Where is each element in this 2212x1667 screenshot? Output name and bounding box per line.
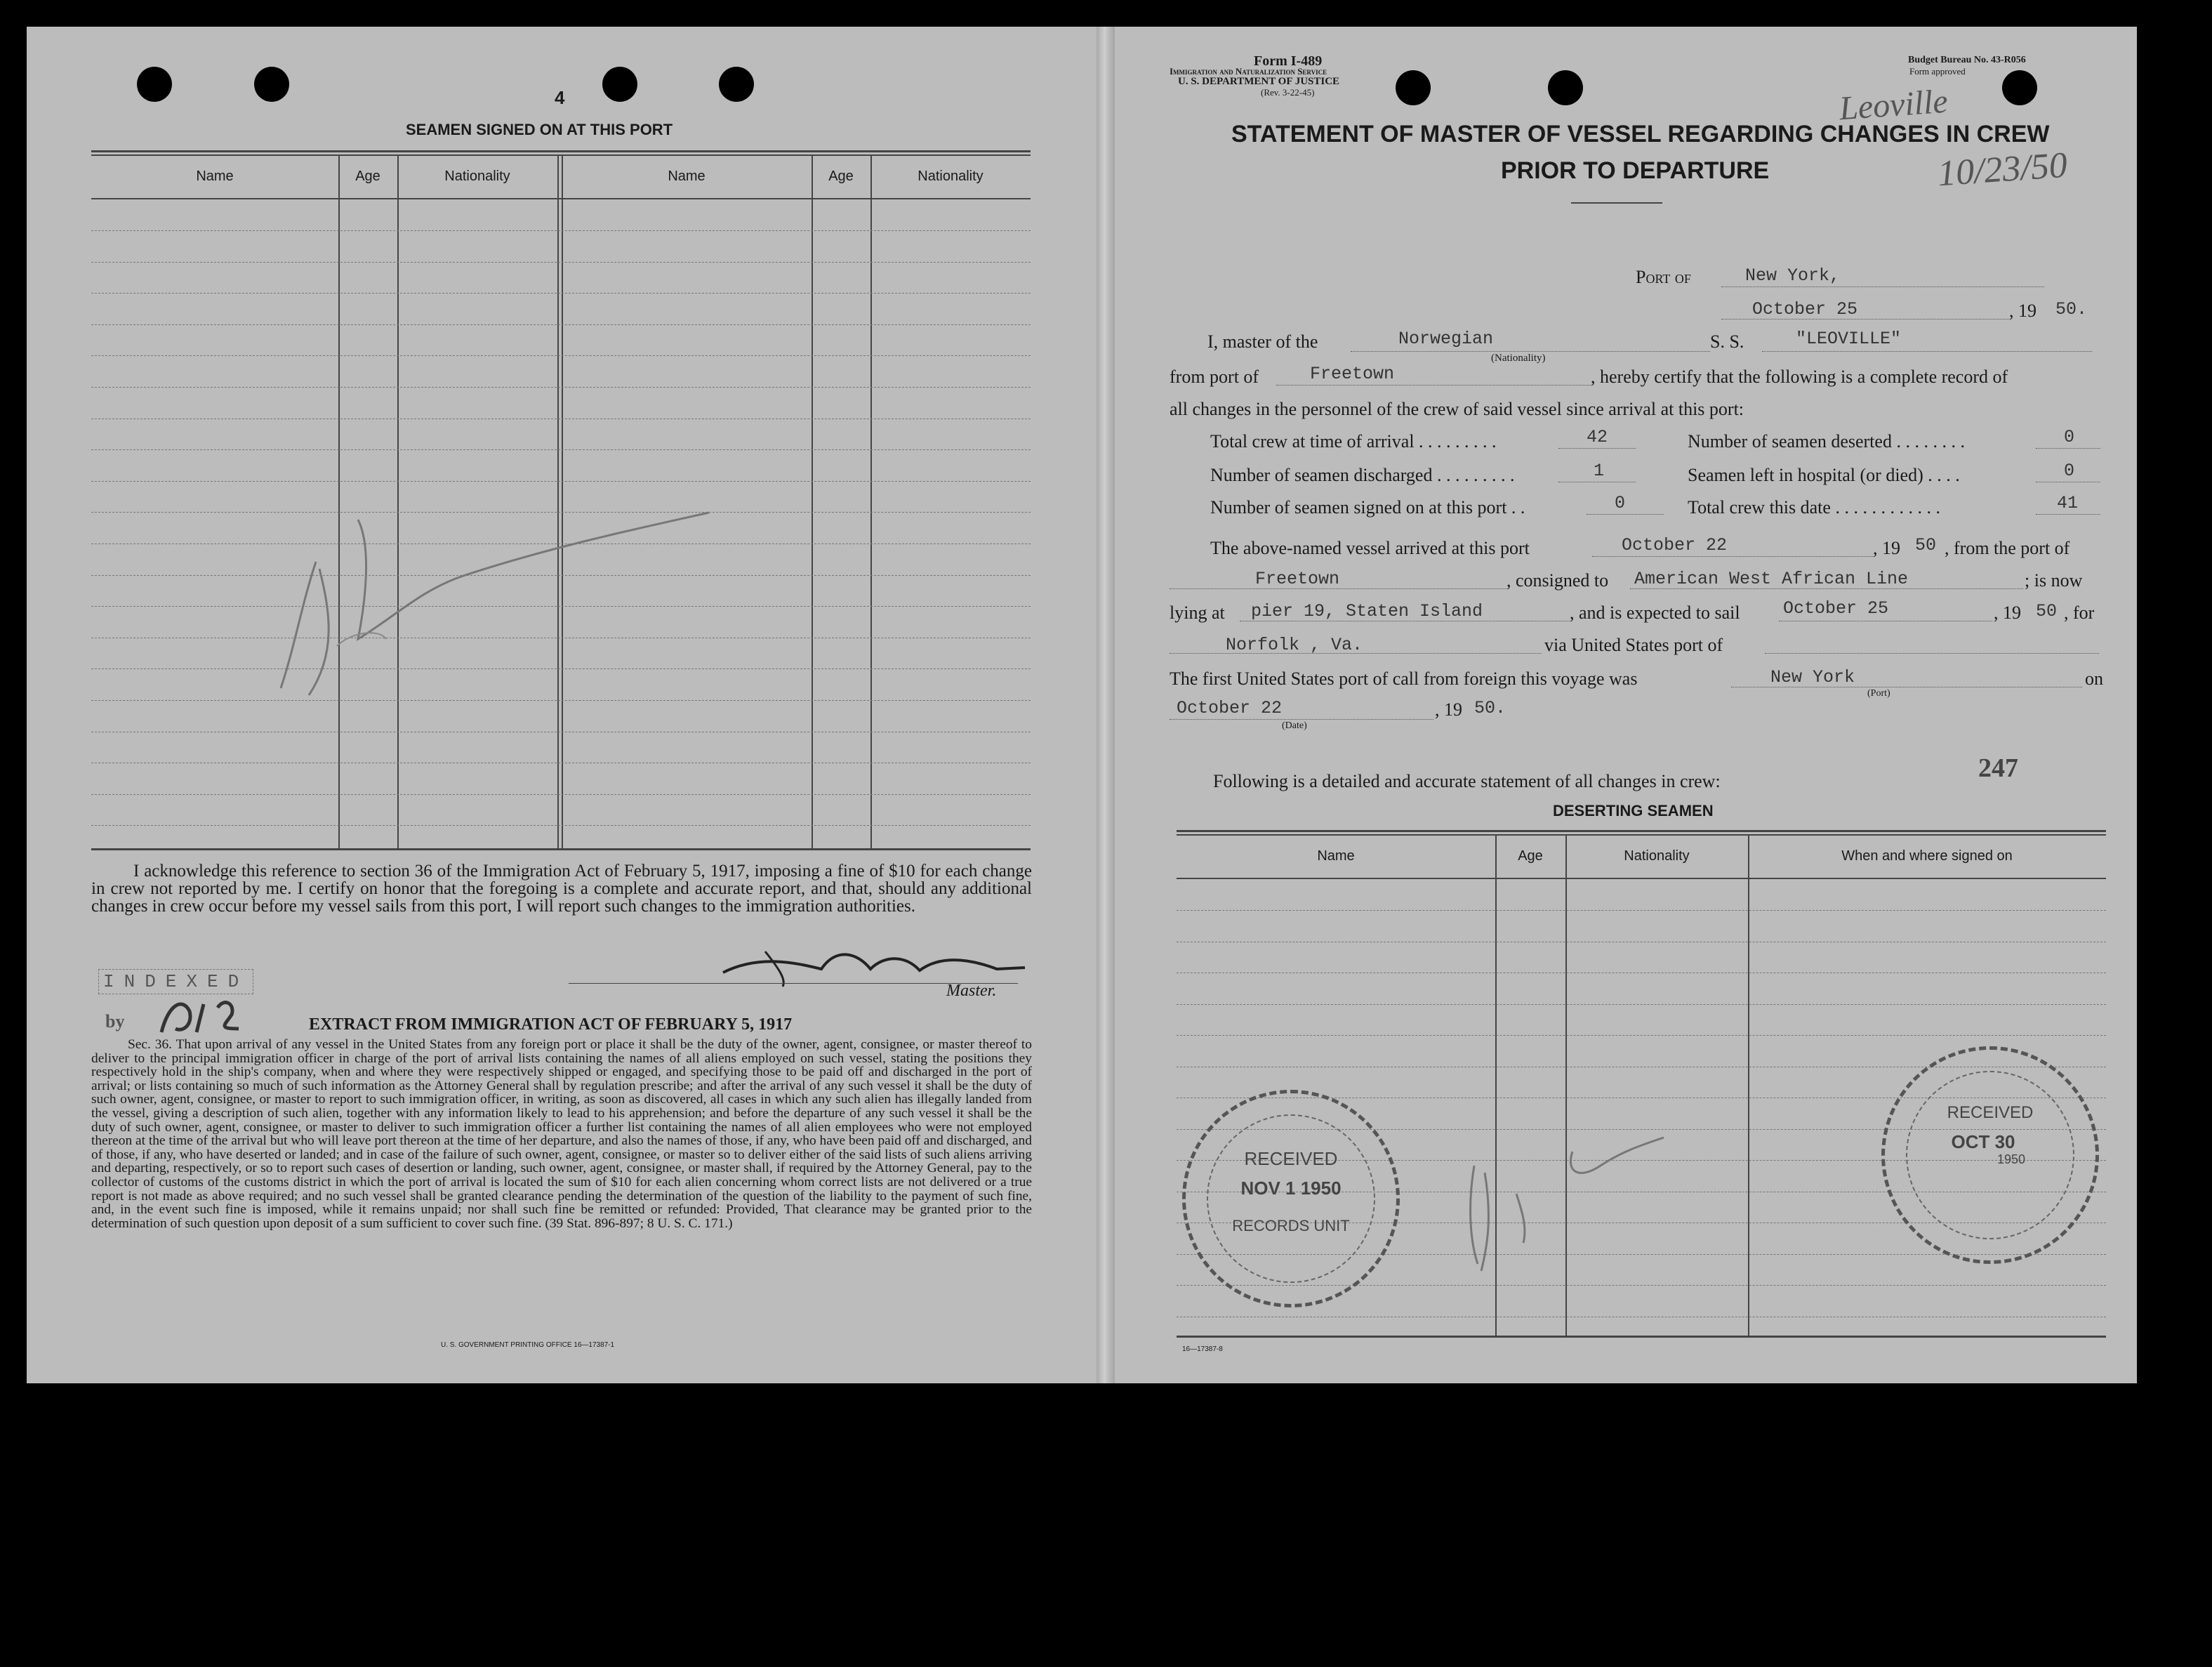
- extract-title: EXTRACT FROM IMMIGRATION ACT OF FEBRUARY 5, 1917: [309, 1015, 793, 1034]
- for-label: , for: [2064, 602, 2095, 623]
- form-revision: (Rev. 3-22-45): [1261, 87, 1315, 98]
- vessel-name-underline: [1762, 351, 2092, 352]
- first-port-value[interactable]: New York: [1770, 667, 1855, 687]
- deserted-label: Number of seamen deserted . . . . . . . .: [1688, 431, 1965, 452]
- table-row: [1177, 1035, 2106, 1036]
- from-port-value[interactable]: Freetown: [1310, 364, 1395, 384]
- deserted-value[interactable]: 0: [2064, 427, 2075, 447]
- nationality-underline: [1351, 351, 1710, 352]
- col-header-nationality: Nationality: [444, 169, 510, 184]
- first-date-value[interactable]: October 22: [1177, 698, 1283, 718]
- table-row: [91, 449, 1031, 450]
- right-col-header-signed-on: When and where signed on: [1841, 848, 2013, 864]
- stamp-right-line-1: RECEIVED: [1947, 1103, 2034, 1122]
- punch-hole: [1396, 70, 1431, 105]
- table-row: [91, 355, 1031, 356]
- budget-bureau: Budget Bureau No. 43-R056: [1908, 55, 2026, 65]
- title-underline: [1571, 202, 1662, 204]
- is-now-label: ; is now: [2025, 570, 2083, 591]
- extract-body: Sec. 36. That upon arrival of any vessel in the United States from any foreign port or place it shall be the duty of the owner, agent, consignee, or master thereof to deliver to the principal immigration officer in charge of the port of arrival lists containing the names of all aliens employed on such vessel, stating the positions they respectively hold in the ship's company, when and where they were respectively shipped or engaged, and specifying those to be paid off and discharged in the port of arrival; or lists containing so much of such information as the Attorney General shall by regulation prescribe; and after the arrival of any such vessel it shall be the duty of such owner, agent, consignee, or master to report to such immigration officer, in writing, as soon as discovered, all cases in which any such alien has illegally landed from the vessel, giving a description of such alien, together with any information likely to lead to his apprehension; and before the departure of any such vessel it shall be the duty of such owner, agent, consignee, or master to deliver to such immigration officer a further list containing the names of all alien employees who were not employed thereon at the time of the arrival but who will leave port thereon at the time of her departure, and also the names of those, if any, who have been paid off and discharged, and of those, if any, who have deserted or landed; and in case of the failure of such owner, agent, consignee, or master so to deliver either of the said lists of such aliens arriving and departing, respectively, or so to report such cases of desertion or landing, such owner, agent, consignee, or master shall, if required by the Attorney General, pay to the collector of customs of the customs district in which the port of arrival is located the sum of $10 for each alien concerning whom correct lists are not delivered or a true report is not made as above required; and no such vessel shall be granted clearance pending the determination of the question of the liability to the payment of such fine, and, in the event such fine is imposed, while it remains unpaid; nor shall such fine be remitted or refunded: Provided, That clearance may be granted prior to the determination of such question upon deposit of a sum sufficient to cover such fine. (39 Stat. 896-897; 8 U. S. C. 171.): [91, 1037, 1032, 1231]
- sail-year-prefix: , 19: [1994, 602, 2021, 623]
- handwritten-date: 10/23/50: [1936, 145, 2069, 195]
- port-underline: [1721, 286, 2044, 287]
- table-row: [91, 794, 1031, 795]
- punch-hole: [2002, 70, 2037, 105]
- discharged-label: Number of seamen discharged . . . . . . . . .: [1210, 465, 1515, 485]
- arrived-value[interactable]: October 22: [1622, 535, 1728, 555]
- from-the-port-of: , from the port of: [1945, 538, 2070, 558]
- from-port-label: from port of: [1170, 367, 1259, 387]
- arrived-label: The above-named vessel arrived at this port: [1210, 538, 1530, 558]
- arrived-year-prefix: , 19: [1873, 538, 1900, 558]
- signed-on-label: Number of seamen signed on at this port . .: [1210, 497, 1525, 518]
- nationality-value[interactable]: Norwegian: [1398, 329, 1494, 349]
- hospital-value[interactable]: 0: [2064, 461, 2075, 481]
- arrived-underline: [1592, 556, 1873, 557]
- form-number: Form I-489: [1254, 53, 1323, 69]
- table-header-rule: [91, 198, 1031, 199]
- stamp-right-line-2: OCT 30: [1951, 1131, 2015, 1152]
- signed-on-value[interactable]: 0: [1615, 493, 1626, 513]
- master-label: Master.: [946, 982, 997, 1000]
- left-printer-line: U. S. GOVERNMENT PRINTING OFFICE 16—17387-1: [441, 1341, 615, 1349]
- ss-label: S. S.: [1710, 331, 1744, 352]
- table-col-divider: [870, 154, 872, 848]
- table-row: [1177, 1004, 2106, 1005]
- received-stamp-left: [1182, 1090, 1400, 1307]
- date-year[interactable]: 50.: [2055, 299, 2088, 319]
- agency-line-2: U. S. DEPARTMENT OF JUSTICE: [1178, 76, 1340, 87]
- deserting-seamen-title: DESERTING SEAMEN: [1553, 802, 1714, 819]
- agency-line-1: Immigration and Naturalization Service: [1170, 66, 1327, 77]
- punch-hole: [719, 67, 754, 102]
- lying-at-label: lying at: [1170, 602, 1225, 623]
- on-label: on: [2085, 668, 2103, 689]
- col-header-nationality: Nationality: [918, 169, 984, 184]
- total-crew-arrival-underline: [1558, 448, 1636, 449]
- nationality-caption: (Nationality): [1491, 352, 1546, 364]
- date-caption: (Date): [1282, 720, 1307, 731]
- signed-on-underline: [1587, 514, 1664, 515]
- punch-hole: [1548, 70, 1583, 105]
- table-top-rule-2: [91, 154, 1031, 156]
- col-header-age: Age: [355, 169, 380, 184]
- right-table-top-rule: [1177, 830, 2106, 832]
- center-fold: [1097, 27, 1115, 1383]
- right-col-header-nationality: Nationality: [1624, 848, 1690, 864]
- indexed-stamp: INDEXED: [98, 969, 253, 994]
- handwritten-mark: [253, 463, 744, 716]
- form-approved: Form approved: [1909, 66, 1966, 77]
- hospital-label: Seamen left in hospital (or died) . . . .: [1688, 465, 1960, 485]
- from-port-2-value[interactable]: Freetown: [1255, 569, 1340, 589]
- first-date-underline: [1170, 719, 1433, 720]
- consigned-label: , consigned to: [1506, 570, 1609, 591]
- col-header-age: Age: [828, 169, 854, 184]
- left-page-title: SEAMEN SIGNED ON AT THIS PORT: [406, 121, 673, 138]
- right-printer-line: 16—17387-8: [1182, 1345, 1223, 1353]
- stamped-number: 247: [1978, 753, 2018, 783]
- total-crew-date-underline: [2036, 514, 2100, 515]
- page-number: 4: [555, 87, 565, 108]
- table-row: [91, 324, 1031, 325]
- handwritten-mark: [1460, 1095, 1671, 1278]
- discharged-value[interactable]: 1: [1594, 461, 1605, 481]
- right-table-header-rule: [1177, 878, 2106, 879]
- sail-year[interactable]: 50: [2036, 601, 2058, 621]
- table-bottom-rule: [91, 848, 1031, 850]
- certify-text: , hereby certify that the following is a complete record of: [1591, 367, 2008, 387]
- port-caption: (Port): [1867, 688, 1890, 699]
- table-row: [91, 262, 1031, 263]
- punch-hole: [602, 67, 637, 102]
- stamp-left-line-3: RECORDS UNIT: [1232, 1217, 1350, 1234]
- stamp-left-line-1: RECEIVED: [1244, 1148, 1338, 1169]
- consigned-value[interactable]: American West African Line: [1634, 569, 1909, 589]
- date-month-day[interactable]: October 25: [1752, 299, 1858, 319]
- stamp-left-line-2: NOV 1 1950: [1240, 1178, 1342, 1199]
- right-table-top-rule-2: [1177, 834, 2106, 836]
- total-crew-arrival-value[interactable]: 42: [1587, 427, 1608, 447]
- destination-value[interactable]: Norfolk , Va.: [1226, 635, 1363, 655]
- handwritten-vessel-name: Leoville: [1838, 82, 1949, 128]
- first-port-label: The first United States port of call from foreign this voyage was: [1170, 668, 1638, 689]
- port-value[interactable]: New York,: [1745, 265, 1841, 286]
- right-table-bottom-rule: [1177, 1336, 2106, 1338]
- lying-at-value[interactable]: pier 19, Staten Island: [1251, 601, 1483, 621]
- certify-text-2: all changes in the personnel of the crew of said vessel since arrival at this port:: [1170, 399, 1744, 419]
- table-col-divider: [812, 154, 813, 848]
- right-col-header-name: Name: [1317, 848, 1355, 864]
- table-row: [91, 825, 1031, 826]
- table-row: [91, 230, 1031, 231]
- table-row: [91, 293, 1031, 294]
- total-crew-date-value[interactable]: 41: [2057, 493, 2079, 513]
- following-text: Following is a detailed and accurate statement of all changes in crew:: [1213, 771, 1721, 791]
- total-crew-arrival-label: Total crew at time of arrival . . . . . . . . .: [1210, 431, 1497, 452]
- port-label: Port of: [1636, 267, 1691, 287]
- table-row: [91, 387, 1031, 388]
- col-header-name: Name: [668, 169, 706, 184]
- arrived-year[interactable]: 50: [1915, 535, 1937, 555]
- total-crew-date-label: Total crew this date . . . . . . . . . . . .: [1688, 497, 1940, 518]
- punch-hole: [254, 67, 289, 102]
- acknowledgment-paragraph: I acknowledge this reference to section 36 of the Immigration Act of February 5, 1917, imposing a fine of $10 for each change in crew not reported by me. I certify on honor that the foregoing is a complete and accurate report, and that, should any additional changes in crew occur before my vessel sails from this port, I will report such changes to the immigration authorities.: [91, 862, 1032, 916]
- indexed-by-initials: [154, 990, 260, 1039]
- statement-title-line-2: PRIOR TO DEPARTURE: [1501, 157, 1770, 184]
- vessel-name[interactable]: "LEOVILLE": [1796, 329, 1902, 349]
- first-date-year-prefix: , 19: [1435, 699, 1462, 720]
- received-stamp-right: [1881, 1046, 2099, 1264]
- stamp-right-line-3: 1950: [1996, 1152, 2026, 1166]
- expected-label: , and is expected to sail: [1570, 602, 1740, 623]
- right-col-header-age: Age: [1518, 848, 1543, 864]
- via-label: via United States port of: [1544, 635, 1723, 655]
- sail-date-value[interactable]: October 25: [1783, 598, 1889, 619]
- date-year-prefix: , 19: [2009, 301, 2037, 321]
- col-header-name: Name: [196, 169, 234, 184]
- table-top-rule: [91, 150, 1031, 152]
- indexed-by-label: by: [105, 1011, 125, 1032]
- statement-title-line-1: STATEMENT OF MASTER OF VESSEL REGARDING CHANGES IN CREW: [1231, 121, 2050, 147]
- via-underline: [1765, 653, 2099, 654]
- deserted-underline: [2036, 448, 2100, 449]
- first-date-year[interactable]: 50.: [1474, 698, 1506, 718]
- from-port-underline: [1276, 385, 1591, 386]
- table-row: [1177, 910, 2106, 911]
- master-of-the-label: I, master of the: [1207, 331, 1318, 352]
- punch-hole: [137, 67, 172, 102]
